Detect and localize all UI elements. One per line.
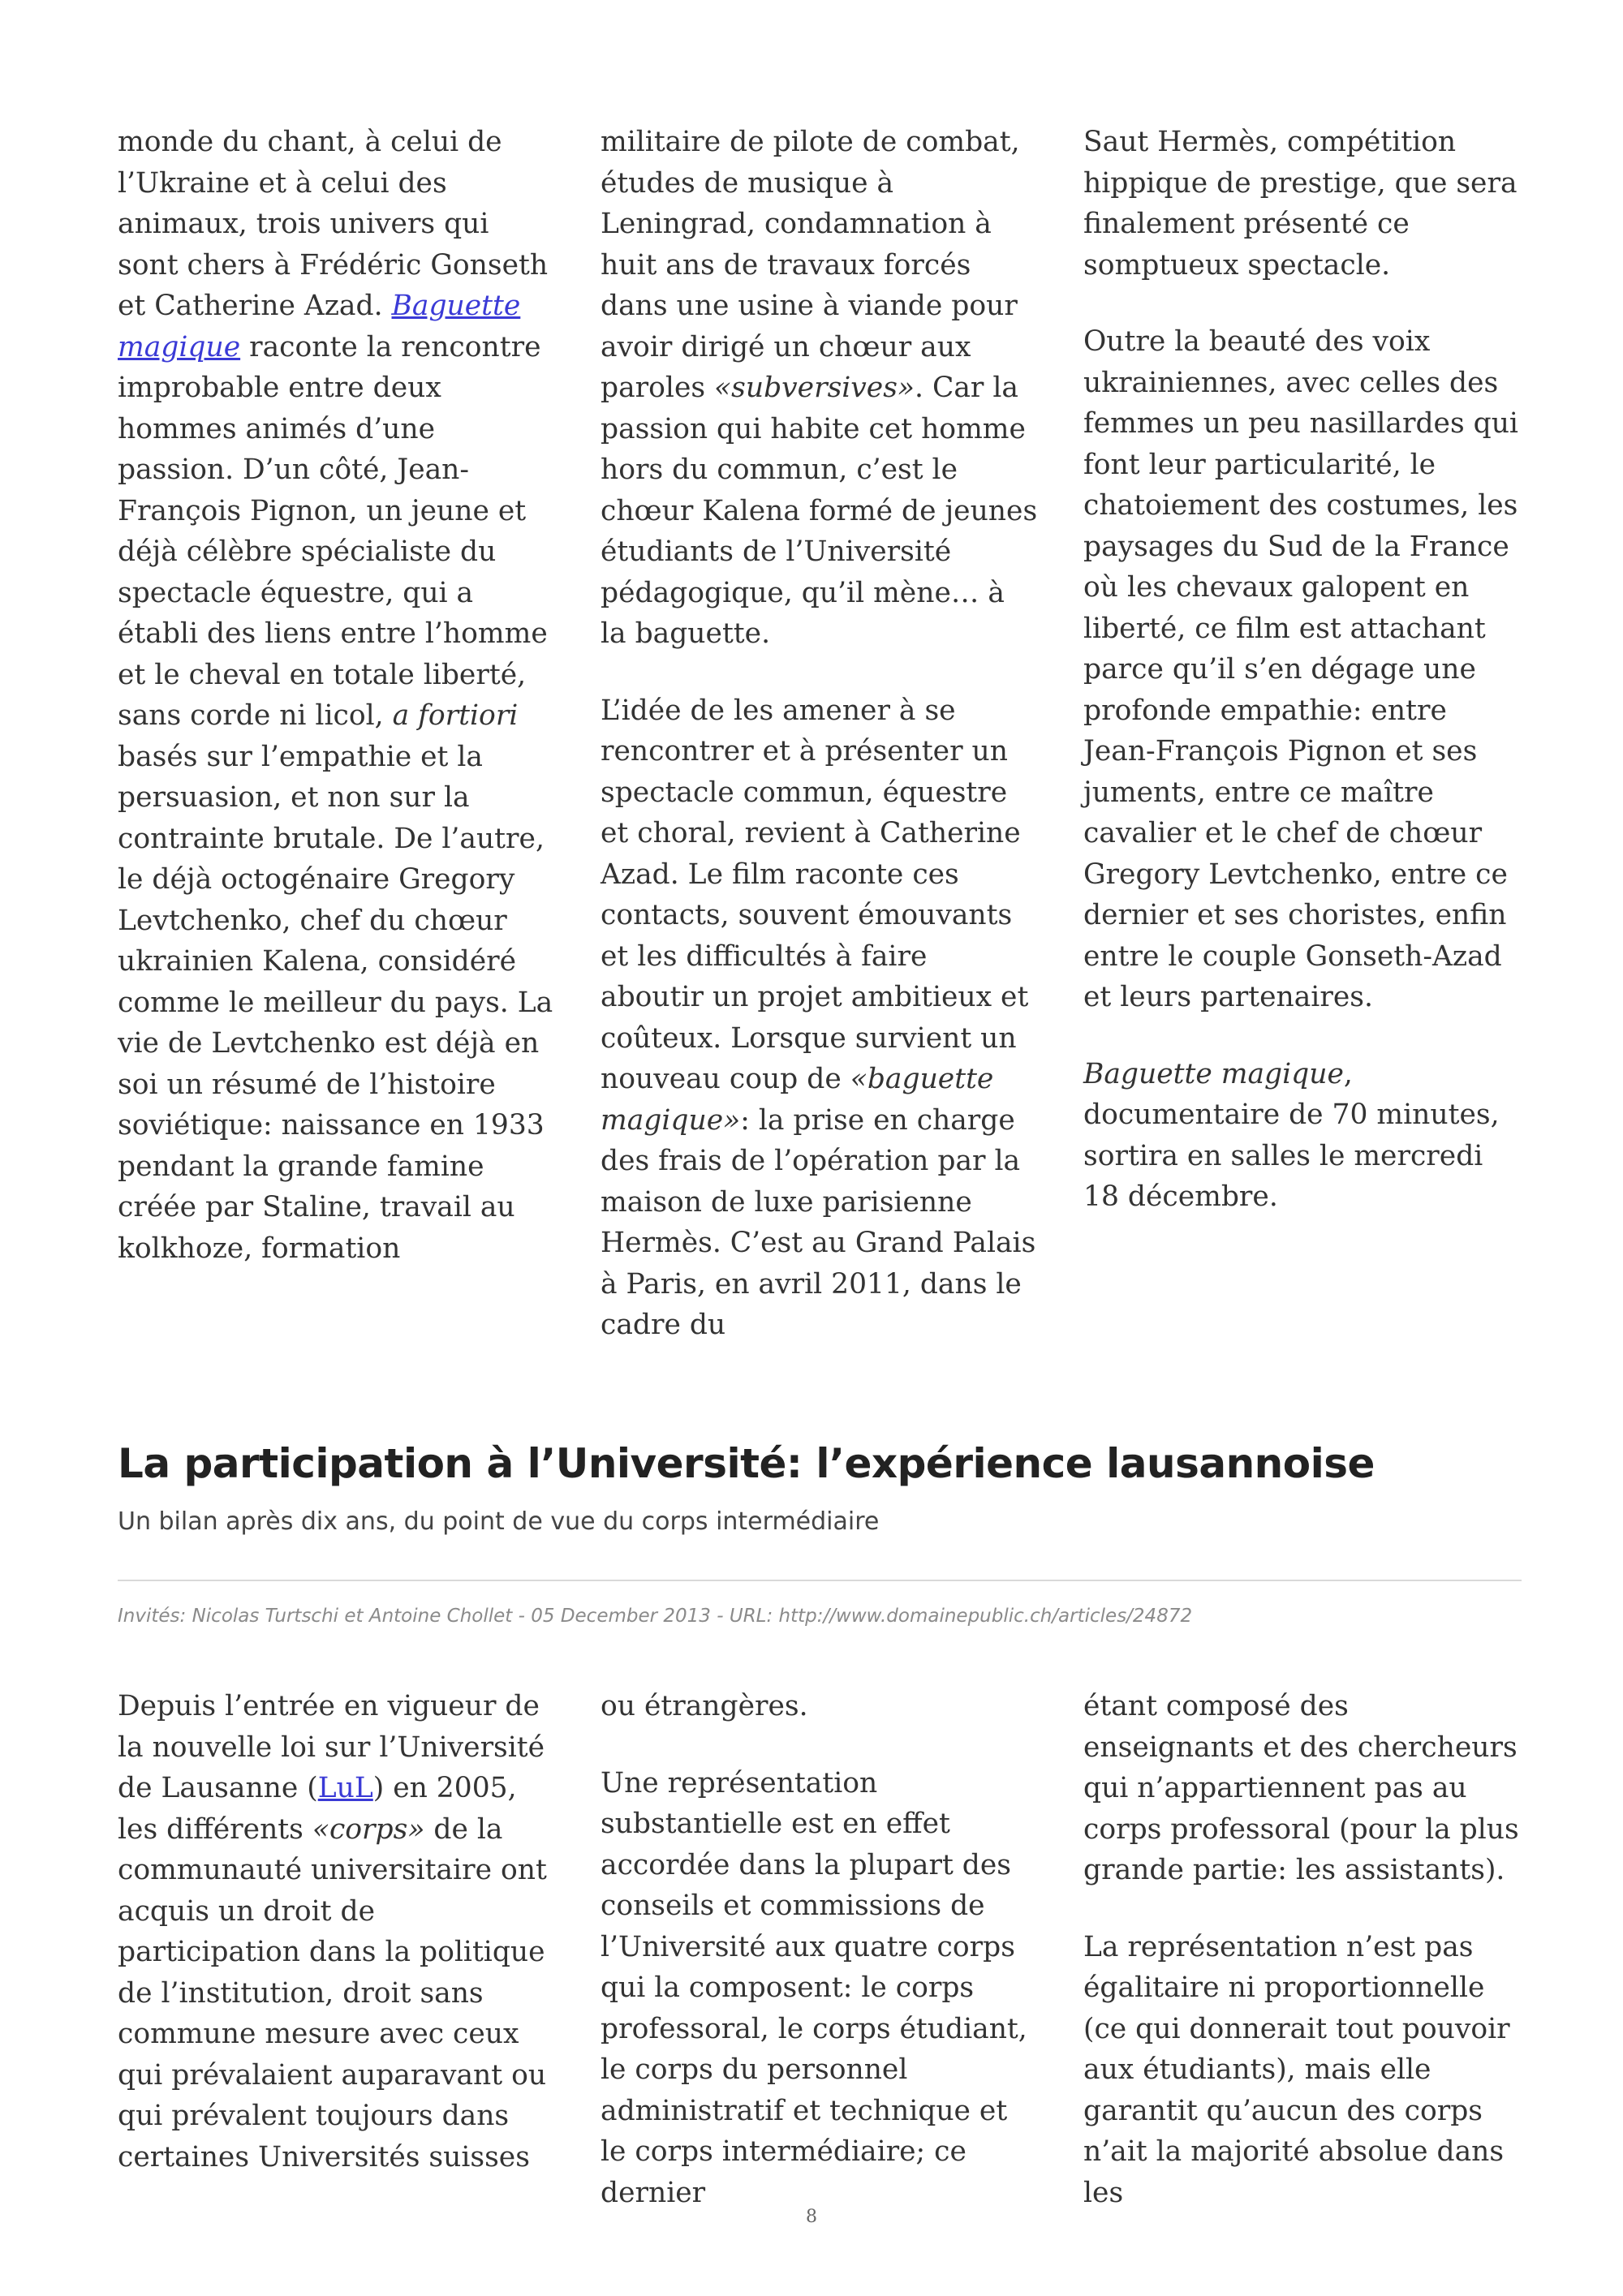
article-2-column-1 bbox=[118, 1686, 556, 2213]
lul-link[interactable]: LuL bbox=[317, 1772, 373, 1804]
article-title: La participation à l’Université: l’expérience lausannoise bbox=[118, 1440, 1375, 1487]
article-2-column-2 bbox=[601, 1686, 1039, 2213]
article-1-column-3 bbox=[1083, 122, 1522, 1346]
paragraph: L’idée de les amener à se rencontrer et à présenter un spectacle commun, équestre et choral, revient à Catherine Azad. Le film raconte ces contacts, souvent émouvants et les difficultés à faire aboutir un projet ambitieux et coûteux. Lorsque survient un nouveau coup de «baguette magique»: la prise en charge des frais de l’opération par la maison de luxe parisienne Hermès. C’est au Grand Palais à Paris, en avril 2011, dans le cadre du bbox=[601, 694, 1036, 1341]
paragraph: Baguette magique, documentaire de 70 minutes, sortira en salles le mercredi 18 décembre. bbox=[1083, 1057, 1500, 1213]
paragraph: Saut Hermès, compétition hippique de prestige, que sera finalement présenté ce somptueux spectacle. bbox=[1083, 126, 1518, 282]
paragraph: ou étrangères. bbox=[601, 1690, 808, 1722]
divider bbox=[118, 1580, 1522, 1581]
article-1-column-1 bbox=[118, 122, 556, 1346]
page-number: 8 bbox=[806, 2207, 817, 2227]
article-1-column-2 bbox=[601, 122, 1039, 1346]
paragraph: Depuis l’entrée en vigueur de la nouvelle loi sur l’Université de Lausanne (LuL) en 2005, les différents «corps» de la communauté universitaire ont acquis un droit de participation dans la politique de l’institution, droit sans commune mesure avec ceux qui prévalaient auparavant ou qui prévalent toujours dans certaines Universités suisses bbox=[118, 1690, 547, 2173]
article-2-columns bbox=[118, 1686, 1522, 2213]
paragraph: monde du chant, à celui de l’Ukraine et à celui des animaux, trois univers qui sont chers à Frédéric Gonseth et Catherine Azad. Baguette magique raconte la rencontre improbable entre deux hommes animés d’une passion. D’un côté, Jean-François Pignon, un jeune et déjà célèbre spécialiste du spectacle équestre, qui a établi des liens entre l’homme et le cheval en totale liberté, sans corde ni licol, a fortiori basés sur l’empathie et la persuasion, et non sur la contrainte brutale. De l’autre, le déjà octogénaire Gregory Levtchenko, chef du chœur ukrainien Kalena, considéré comme le meilleur du pays. La vie de Levtchenko est déjà en soi un résumé de l’histoire soviétique: naissance en 1933 pendant la grande famine créée par Staline, travail au kolkhoze, formation bbox=[118, 126, 553, 1265]
baguette-magique-link[interactable]: Baguette magique bbox=[118, 290, 521, 363]
paragraph: Une représentation substantielle est en effet accordée dans la plupart des conseils et commissions de l’Université aux quatre corps qui la composent: le corps professoral, le corps étudiant, le corps du personnel administratif et technique et le corps intermédiaire; ce dernier bbox=[601, 1766, 1027, 2209]
paragraph: Outre la beauté des voix ukrainiennes, avec celles des femmes un peu nasillardes qui font leur particularité, le chatoiement des costumes, les paysages du Sud de la France où les chevaux galopent en liberté, ce film est attachant parce qu’il s’en dégage une profonde empathie: entre Jean-François Pignon et ses juments, entre ce maître cavalier et le chef de chœur Gregory Levtchenko, entre ce dernier et ses choristes, enfin entre le couple Gonseth-Azad et leurs partenaires. bbox=[1083, 325, 1518, 1013]
paragraph: La représentation n’est pas égalitaire ni proportionnelle (ce qui donnerait tout pouvoir aux étudiants), mais elle garantit qu’aucun des corps n’ait la majorité absolue dans les bbox=[1083, 1930, 1510, 2209]
paragraph: étant composé des enseignants et des chercheurs qui n’appartiennent pas au corps professoral (pour la plus grande partie: les assistants). bbox=[1083, 1690, 1519, 1886]
paragraph: militaire de pilote de combat, études de musique à Leningrad, condamnation à huit ans de travaux forcés dans une usine à viande pour avoir dirigé un chœur aux paroles «subversives». Car la passion qui habite cet homme hors du commun, c’est le chœur Kalena formé de jeunes étudiants de l’Université pédagogique, qu’il mène… à la baguette. bbox=[601, 126, 1038, 650]
article-meta: Invités: Nicolas Turtschi et Antoine Chollet - 05 December 2013 - URL: http://www.domainepublic.ch/articles/24872 bbox=[118, 1606, 1193, 1627]
article-1-columns bbox=[118, 122, 1522, 1346]
article-2-column-3 bbox=[1083, 1686, 1522, 2213]
article-subtitle: Un bilan après dix ans, du point de vue du corps intermédiaire bbox=[118, 1507, 880, 1536]
